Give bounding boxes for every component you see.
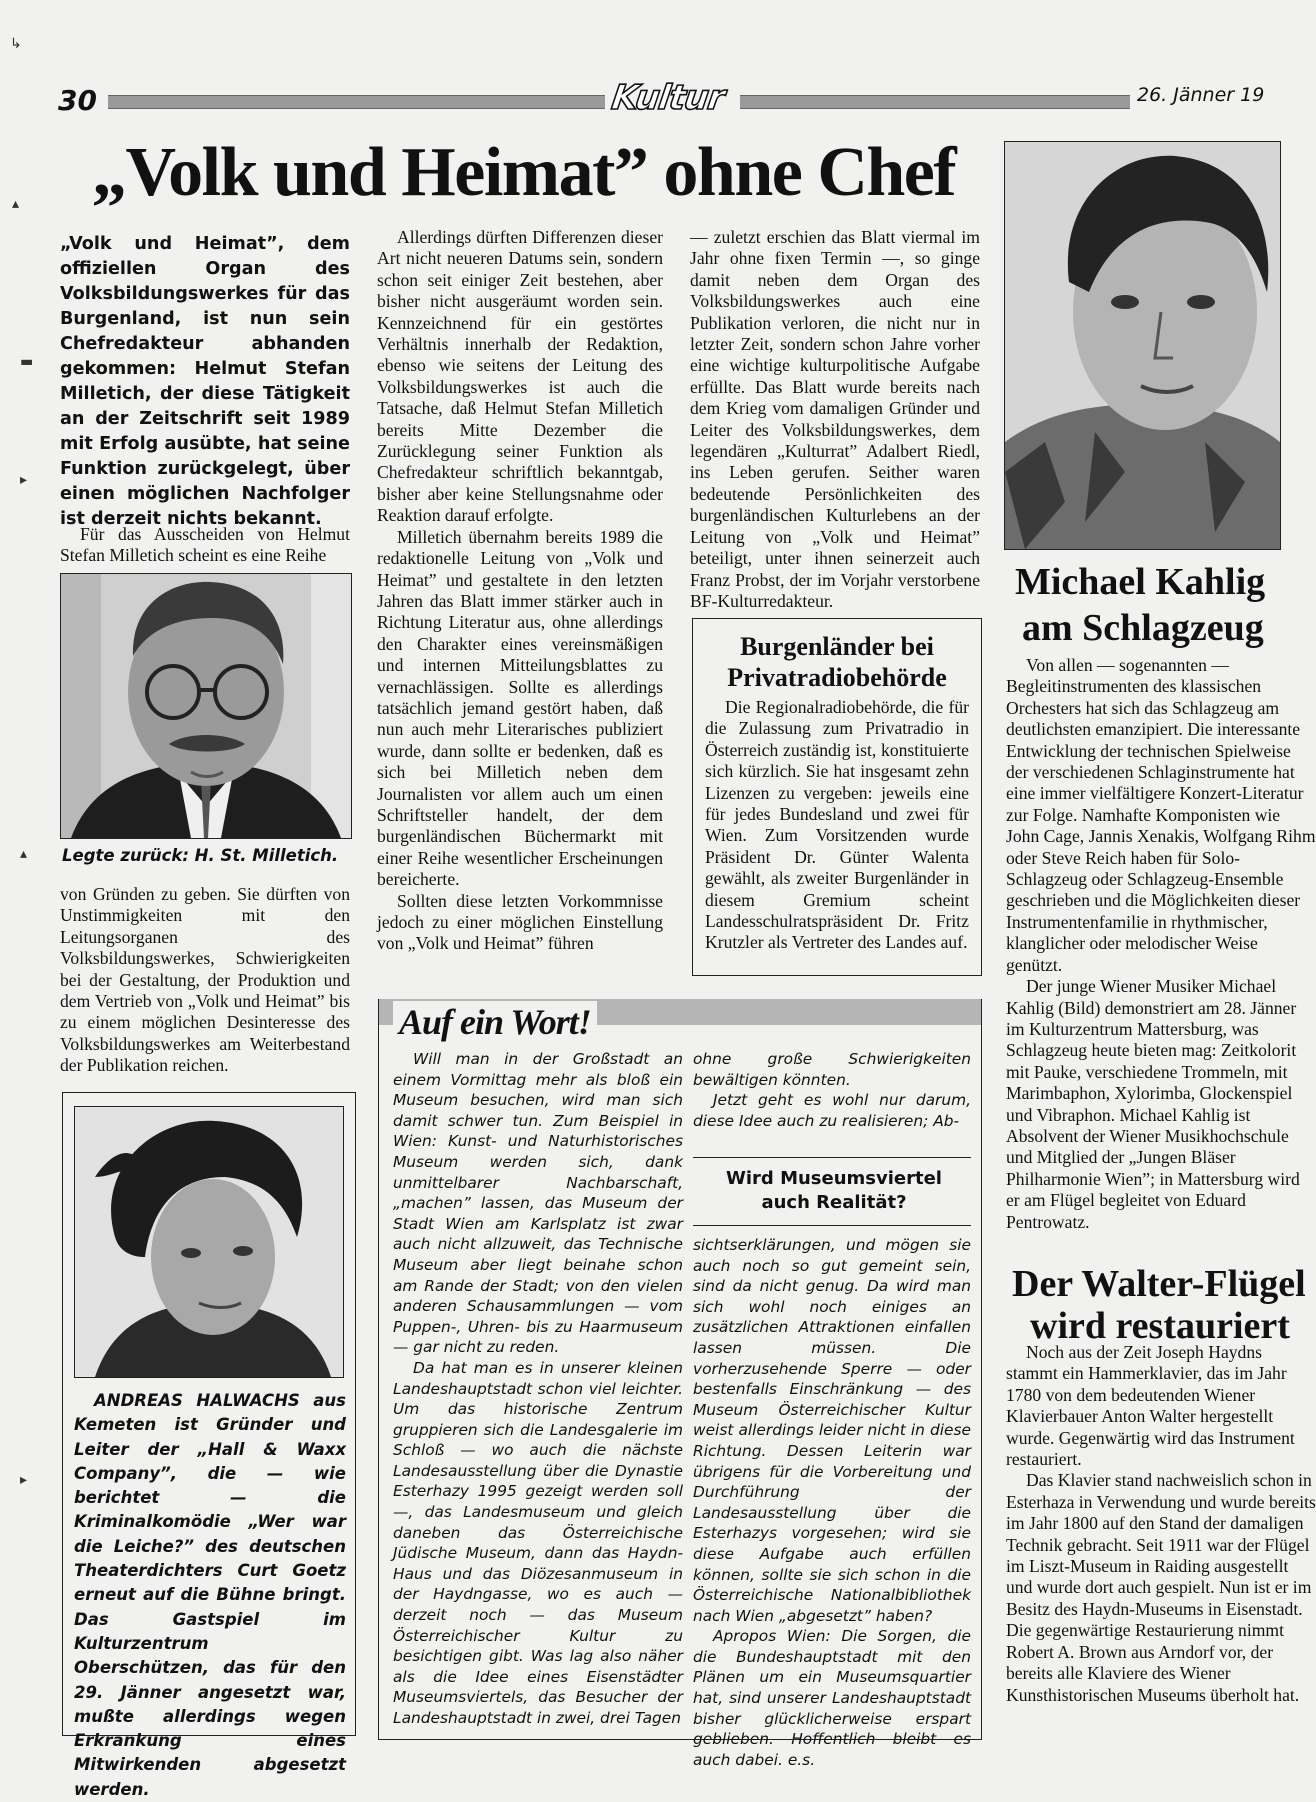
paragraph: Von allen — sogenannten — Begleitinstrumenten des klassischen Orchesters hat sich das Schlagzeug am deutlichsten emanzipiert. Die interessante Entwicklung der technischen Spielweise der verschiedenen Schlaginstrumente hat eine immer vielfältigere Konzert-Literatur zur Folge. Namhafte Komponisten wie John Cage, Jannis Xenakis, Wolfgang Rihm oder Steve Reich haben für Solo-Schlagzeug oder Schlagzeug-Ensemble geschrieben und die Möglichkeiten dieser Instrumentenfamilie in rhythmischer, klanglicher oder melodischer Weise genützt.: [1006, 655, 1316, 975]
lead-paragraph: „Volk und Heimat”, dem offiziellen Organ des Volksbildungswerkes für das Burgenland, ist nun sein Chefredakteur abhanden gekommen: Helmut Stefan Milletich, der diese Tätigkeit an der Zeitschrift seit 1989 mit Erfolg ausübte, hat seine Funktion zurückgelegt, über einen möglichen Nachfolger ist derzeit nichts bekannt.: [60, 234, 350, 529]
paragraph: Allerdings dürften Differenzen dieser Art nicht neueren Datums sein, sondern schon seit einiger Zeit bestehen, aber bisher nicht ausgeräumt worden sein. Kennzeichnend für ein gestörtes Verhältnis innerhalb der Redaktion, ebenso wie seitens der Leitung des Volksbildungswerkes ist auch die Tatsache, daß Helmut Stefan Milletich bereits Mitte Dezember die Zurücklegung seiner Funktion als Chefredakteur schriftlich bekanntgab, bisher aber keine Stellungsnahme oder Reaktion darauf erfolgte.: [377, 227, 663, 526]
auf-ein-wort-box: [378, 999, 982, 1769]
margin-mark: ▸: [20, 472, 28, 488]
margin-mark: ▸: [20, 1472, 28, 1488]
paragraph: ohne große Schwierigkeiten bewältigen könnten.: [693, 1050, 971, 1089]
paragraph: Sollten diese letzten Vorkommnisse jedoch zu einer möglichen Einstellung von „Volk und Heimat” führen: [377, 890, 663, 954]
kahlig-headline-2: am Schlagzeug: [1022, 607, 1264, 649]
kahlig-headline-1: Michael Kahlig: [1015, 561, 1266, 603]
signature: e.s.: [787, 1750, 816, 1769]
halwachs-box: [62, 1092, 356, 1799]
issue-date: 26. Jänner 19: [1137, 84, 1265, 106]
col3-text: [690, 227, 980, 612]
paragraph: [693, 1626, 971, 1770]
auf-ein-wort-title: Auf ein Wort!: [393, 1001, 597, 1043]
paragraph: Der junge Wiener Musiker Michael Kahlig (Bild) demonstriert am 28. Jänner im Kulturzentrum Mattersburg, was Schlagzeug heute bieten mag: Zeitkolorit mit Pauke, verschiedene Trommeln, mit Marimbaphon, Xylorimba, Glockenspiel und Vibraphon. Michael Kahlig ist Absolvent der Wiener Musikhochschule und Mitglied der „Jungen Bläser Philharmonie Wien”; in Mattersburg wird er am Flügel begleitet von Eduard Pentrowatz.: [1006, 976, 1300, 1232]
paragraph: sichtserklärungen, und mögen sie auch noch so gut gemeint sein, sind da nicht genug. Da wird man sich wohl noch einiges an zusätzlichen Attraktionen einfallen lassen müssen. Die vorherzusehende Sperre — oder bestenfalls Einschränkung — des Museum Österreichischer Kultur weist allerdings leider nicht in diese Richtung. Dessen Leiterin war übrigens für die Vorbereitung und Durchführung der Landesausstellung über die Esterhazys vorgesehen; wird sie diese Aufgabe auch erfüllen können, sollte sie sich schon in die Österreichische Nationalbibliothek nach Wien „abgesetzt” haben?: [693, 1236, 971, 1625]
paragraph: von Gründen zu geben. Sie dürften von Unstimmigkeiten mit den Leitungsorganen des Volksbildungswerkes, Schwierigkeiten bei der Gestaltung, der Produktion und dem Vertrieb von „Volk und Heimat” bis zu einem möglichen Desinteresse des Volksbildungswerkes am Weiterbestand der Publikation reichen.: [60, 884, 350, 1076]
main-headline: „Volk und Heimat” ohne Chef: [92, 134, 956, 211]
paragraph: — zuletzt erschien das Blatt viermal im Jahr ohne fixen Termin —, so ginge damit neben dem Organ des Volksbildungswerkes auch eine Publikation verloren, die nicht nur in letzter Zeit, sondern schon Jahre vorher eine wichtige kulturpolitische Aufgabe erfüllte. Das Blatt wurde bereits nach dem Krieg vom damaligen Gründer und Leiter des Volksbildungswerkes, dem legendären „Kulturrat” Adalbert Riedl, ins Leben gerufen. Seither waren bedeutende Persönlichkeiten des burgenländischen Kulturlebens an der Leitung von „Volk und Heimat” beteiligt, unter ihnen seinerzeit auch Franz Probst, der im Vorjahr verstorbene BF-Kulturredakteur.: [690, 227, 980, 611]
col1-text-bottom: [60, 884, 350, 1077]
halwachs-photo: [74, 1106, 344, 1378]
kahlig-text: [1006, 655, 1316, 1233]
margin-mark: ▴: [20, 846, 28, 862]
halwachs-caption: ANDREAS HALWACHS aus Kemeten ist Gründer und Leiter der „Hall & Waxx Company”, die — wie berichtet — die Kriminalkomödie „Wer war die Leiche?” des deutschen Theaterdichters Curt Goetz erneut auf die Bühne bringt. Das Gastspiel im Kulturzentrum Oberschützen, das für den 29. Jänner angesetzt war, mußte allerdings wegen Erkrankung eines Mitwirkenden abgesetzt werden.: [74, 1391, 346, 1799]
paragraph: Noch aus der Zeit Joseph Haydns stammt ein Hammerklavier, das im Jahr 1780 von dem bedeutenden Wiener Klavierbauer Anton Walter hergestellt wurde. Gegenwärtig wird das Instrument restauriert.: [1006, 1342, 1295, 1470]
page-number: 30: [58, 84, 97, 117]
museum-subhead: Wird Museumsviertel auch Realität?: [726, 1168, 942, 1213]
photo-caption: Legte zurück: H. St. Milletich.: [62, 846, 339, 865]
subhead-rule-bottom: [693, 1225, 971, 1226]
paragraph: Das Klavier stand nachweislich schon in Esterhaza in Verwendung und wurde bereits im Jahr 1800 auf den Stand der damaligen Technik gebracht. Seit 1911 war der Flügel im Liszt-Museum in Raiding ausgestellt und wurde dort auch gespielt. Nun ist er im Besitz des Haydn-Museums in Eisenstadt. Die gegenwärtige Restaurierung nimmt Robert A. Brown aus Arndorf vor, der bereits alle Klaviere des Wiener Kunsthistorischen Museums überholt hat.: [1006, 1470, 1316, 1705]
walter-headline-2: wird restauriert: [1030, 1305, 1290, 1347]
paragraph: Für das Ausscheiden von Helmut Stefan Milletich scheint es eine Reihe: [60, 524, 350, 566]
portrait-image: [1005, 142, 1280, 549]
header-rule-left: [108, 95, 605, 109]
auf-ein-wort-col2: [693, 1049, 971, 1131]
margin-mark: ▬: [20, 354, 34, 370]
auf-ein-wort-col1: [393, 1049, 683, 1729]
col1-text-top: [60, 524, 350, 567]
radio-box-title: Burgenländer bei Privatradiobehörde: [727, 632, 947, 692]
kahlig-photo: [1004, 141, 1281, 550]
paragraph: Die Regionalradiobehörde, die für die Zulassung zum Privatradio in Österreich zuständig ist, konstituierte sich kürzlich. Sie hat insgesamt zehn Lizenzen zu vergeben: jeweils eine für jedes Bundesland und zwei für Wien. Zum Vorsitzenden wurde Präsident Dr. Günter Walenta gewählt, als zweiter Burgenländer in diesem Gremium scheint Landesschulratspräsident Dr. Fritz Krutzler als Vertreter des Landes auf.: [705, 697, 969, 953]
milletich-photo: [60, 573, 352, 839]
margin-mark: ▴: [12, 196, 20, 212]
header-rule-right: [740, 95, 1130, 109]
paragraph-text: Apropos Wien: Die Sorgen, die die Bundeshauptstadt mit den Plänen um ein Museumsquartier hat, sind unserer Landeshauptstadt bisher glücklicherweise erspart geblieben. Hoffentlich bleibt es auch dabei.: [693, 1627, 971, 1769]
section-title: Kultur: [609, 78, 727, 118]
paragraph: Will man in der Großstadt an einem Vormittag mehr als bloß ein Museum besuchen, wird man sich damit schwer tun. Zum Beispiel in Wien: Kunst- und Naturhistorisches Museum werden sich, dank unmittelbarer Nachbarschaft, „machen” lassen, das Museum der Stadt Wien am Karlsplatz ist zwar auch nicht allzuweit, das Technische Museum aber liegt beinahe schon am Rande der Stadt; von den vielen anderen Schausammlungen — vom Puppen-, Uhren- bis zu Haarmuseum — gar nicht zu reden.: [393, 1050, 683, 1357]
paragraph: Jetzt geht es wohl nur darum, diese Idee auch zu realisieren; Ab-: [693, 1091, 971, 1130]
margin-mark: ↳: [10, 36, 22, 52]
col2-text: [377, 227, 663, 955]
auf-ein-wort-col2-cont: [693, 1235, 971, 1770]
portrait-image: [61, 574, 351, 838]
walter-text: [1006, 1342, 1316, 1706]
radio-box-text: [705, 697, 969, 954]
walter-headline-1: Der Walter-Flügel: [1012, 1263, 1306, 1305]
subhead-rule-top: [693, 1157, 971, 1158]
radio-box: [692, 618, 982, 976]
paragraph: Da hat man es in unserer kleinen Landeshauptstadt schon viel leichter. Um das historische Zentrum gruppieren sich die Landesgalerie im Schloß — wo auch die nächste Landesausstellung über die Dynastie Esterhazy 1995 gezeigt werden soll —, das Landesmuseum und gleich daneben das Österreichische Jüdische Museum, dann das Haydn-Haus und das Diözesanmuseum in der Haydngasse, wo es auch — derzeit noch — das Museum Österreichischer Kultur zu besichtigen gibt. Was lag also näher als die Idee eines Eisenstädter Museumsviertels, das Besucher der Landeshauptstadt in zwei, drei Tagen: [393, 1358, 683, 1727]
paragraph: Milletich übernahm bereits 1989 die redaktionelle Leitung von „Volk und Heimat” und gestaltete in den letzten Jahren das Blatt immer stärker auch in Richtung Literatur aus, ohne allerdings den Charakter eines vereinsmäßigen und internen Mitteilungsblattes zu vernachlässigen. Sollte es allerdings tatsächlich jemand gestört haben, daß nun auch mehr Literarisches publiziert wurde, dann sollte er bedenken, daß es sich bei Milletich neben dem Journalisten vor allem auch um einen Schriftsteller handelt, der dem burgenländischen Büchermarkt mit einer Reihe wesentlicher Erscheinungen bereicherte.: [377, 526, 663, 890]
portrait-image: [75, 1107, 343, 1377]
